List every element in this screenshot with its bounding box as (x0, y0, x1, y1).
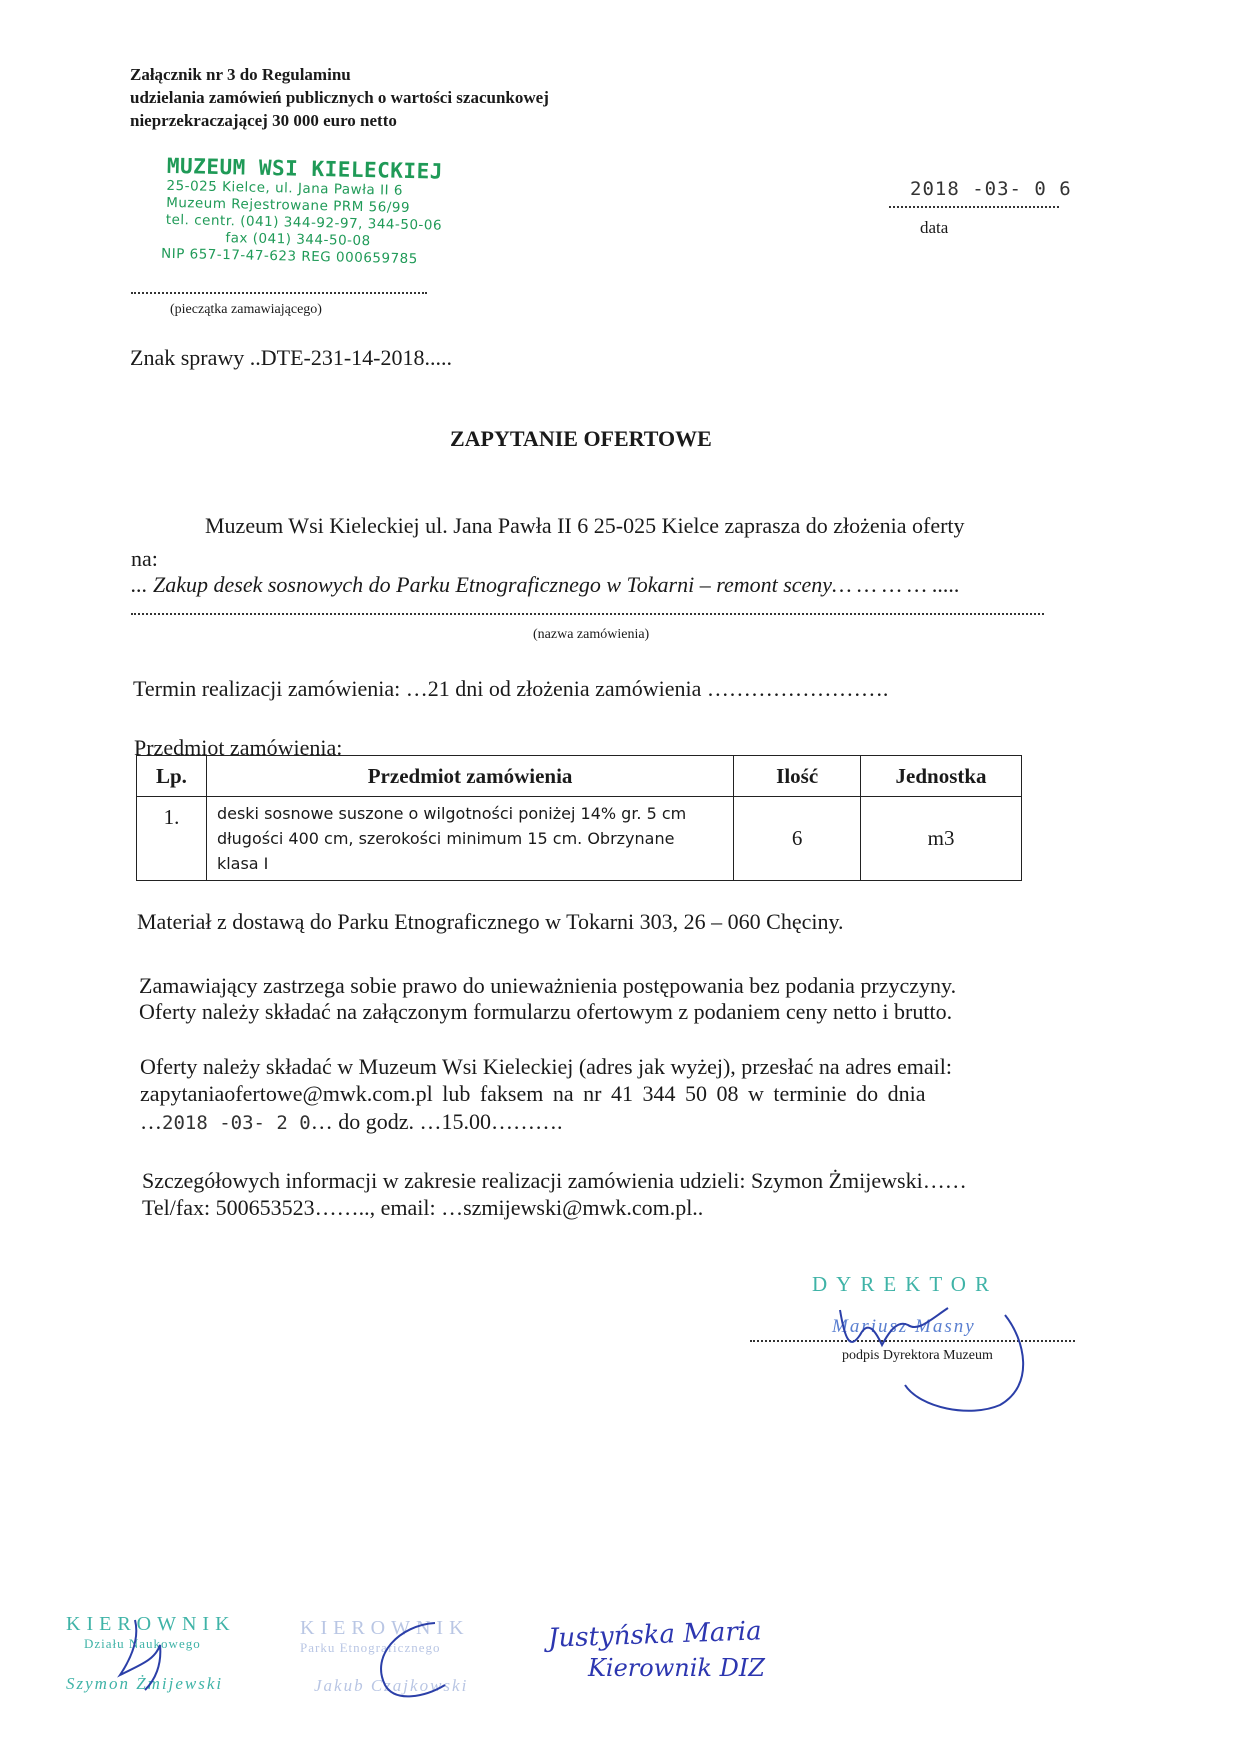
description-line-3: klasa I (216, 854, 269, 873)
submission-suffix: … do godz. …15.00………. (310, 1109, 563, 1134)
table-cell-description (206, 797, 733, 881)
institution-stamp (160, 153, 467, 269)
submission-prefix: … (140, 1109, 162, 1134)
handwritten-note-line-2: Kierownik DIZ (588, 1654, 765, 1682)
attachment-header-line-1: Załącznik nr 3 do Regulaminu (130, 65, 351, 84)
bottom-stamp-2-dept: Parku Etnograficznego (300, 1640, 441, 1655)
subject-label: Przedmiot zamówienia: (134, 735, 343, 760)
director-signature (820, 1290, 1030, 1420)
table-header-unit: Jednostka (861, 756, 1022, 797)
table-row (137, 797, 1022, 881)
table-cell-quantity: 6 (734, 797, 861, 881)
stamp-dotted-line (131, 292, 427, 294)
bottom-stamp-2-name: Jakub Czajkowski (314, 1676, 469, 1695)
director-caption: podpis Dyrektora Muzeum (842, 1348, 993, 1363)
stamp-line-address: 25-025 Kielce, ul. Jana Pawła II 6 (166, 177, 404, 199)
contact-text-2: Tel/fax: 500653523…….., email: …szmijewski@mwk.com.pl.. (142, 1195, 704, 1220)
contact-text-1: Szczegółowych informacji w zakresie realizacji zamówienia udzieli: Szymon Żmijewski…… (142, 1168, 967, 1193)
bottom-stamp-2-signature (360, 1615, 470, 1705)
director-stamp-name: Mariusz Masny (832, 1316, 976, 1337)
table-header-quantity: Ilość (734, 756, 861, 797)
order-table (136, 755, 1022, 881)
bottom-stamp-1-dept: Działu Naukowego (84, 1636, 201, 1651)
order-name-caption: (nazwa zamówienia) (533, 627, 650, 642)
invitation-line-2: na: (131, 546, 158, 571)
bottom-stamp-1-name: Szymon Żmijewski (66, 1674, 224, 1693)
table-header-subject: Przedmiot zamówienia (206, 756, 733, 797)
table-header-row (137, 756, 1022, 797)
case-number-label: Znak sprawy .. (130, 345, 261, 370)
case-number-value: DTE-231-14-2018 (260, 345, 425, 370)
case-number (130, 344, 452, 371)
submission-text-3 (140, 1108, 562, 1137)
submission-text-1: Oferty należy składać w Muzeum Wsi Kieleckiej (adres jak wyżej), przesłać na adres email: (140, 1054, 953, 1079)
date-dotted-line (889, 206, 1059, 208)
order-name-dotted-line (131, 613, 1044, 615)
date-stamp-value: 2018 -03- 0 6 (910, 178, 1072, 200)
stamp-caption: (pieczątka zamawiającego) (170, 302, 322, 317)
table-header-lp: Lp. (137, 756, 207, 797)
delivery-text: Materiał z dostawą do Parku Etnograficznego w Tokarni 303, 26 – 060 Chęciny. (137, 909, 844, 934)
deadline-suffix: ……………………. (701, 676, 889, 701)
deadline (133, 675, 888, 702)
bottom-stamp-2-title: KIEROWNIK (300, 1617, 470, 1639)
table-cell-lp: 1. (137, 797, 207, 881)
handwritten-note (547, 1616, 765, 1682)
date-caption: data (920, 218, 949, 237)
case-number-suffix: ..... (424, 345, 452, 370)
handwritten-note-line-1: Justyńska Maria (547, 1616, 763, 1654)
deadline-label: Termin realizacji zamówienia: … (133, 676, 428, 701)
stamp-line-fax: fax (041) 344-50-08 (225, 230, 371, 250)
bottom-stamp-1-title: KIEROWNIK (66, 1613, 236, 1635)
stamp-title: MUZEUM WSI KIELECKIEJ (166, 153, 444, 184)
director-stamp-title: DYREKTOR (812, 1272, 998, 1296)
reservation-text-2: Oferty należy składać na załączonym formularzu ofertowym z podaniem ceny netto i brutto. (139, 999, 953, 1024)
order-name: ... Zakup desek sosnowych do Parku Etnograficznego w Tokarni – remont sceny… … … … ..... (131, 572, 960, 597)
attachment-header-line-3: nieprzekraczającej 30 000 euro netto (130, 111, 397, 130)
attachment-header-line-2: udzielania zamówień publicznych o wartości szacunkowej (130, 88, 549, 107)
reservation-text-1: Zamawiający zastrzega sobie prawo do unieważnienia postępowania bez podania przyczyny. (139, 973, 957, 998)
description-line-1: deski sosnowe suszone o wilgotności poniżej 14% gr. 5 cm (216, 804, 687, 823)
table-cell-unit: m3 (861, 797, 1022, 881)
submission-date-stamp: 2018 -03- 2 0 (162, 1112, 311, 1134)
document-title: ZAPYTANIE OFERTOWE (450, 426, 712, 451)
stamp-line-nip: NIP 657-17-47-623 REG 000659785 (160, 245, 418, 268)
bottom-stamp-1-signature (100, 1610, 200, 1700)
description-line-2: długości 400 cm, szerokości minimum 15 cm. Obrzynane (216, 829, 675, 848)
submission-text-2: zapytaniaofertowe@mwk.com.pl lub faksem na nr 41 344 50 08 w terminie do dnia (140, 1081, 926, 1106)
invitation-line-1: Muzeum Wsi Kieleckiej ul. Jana Pawła II 6 25-025 Kielce zaprasza do złożenia oferty (205, 513, 965, 538)
deadline-value: 21 dni od złożenia zamówienia (427, 676, 702, 701)
stamp-line-phone: tel. centr. (041) 344-92-97, 344-50-06 (165, 211, 443, 234)
stamp-line-register: Muzeum Rejestrowane PRM 56/99 (165, 194, 411, 216)
